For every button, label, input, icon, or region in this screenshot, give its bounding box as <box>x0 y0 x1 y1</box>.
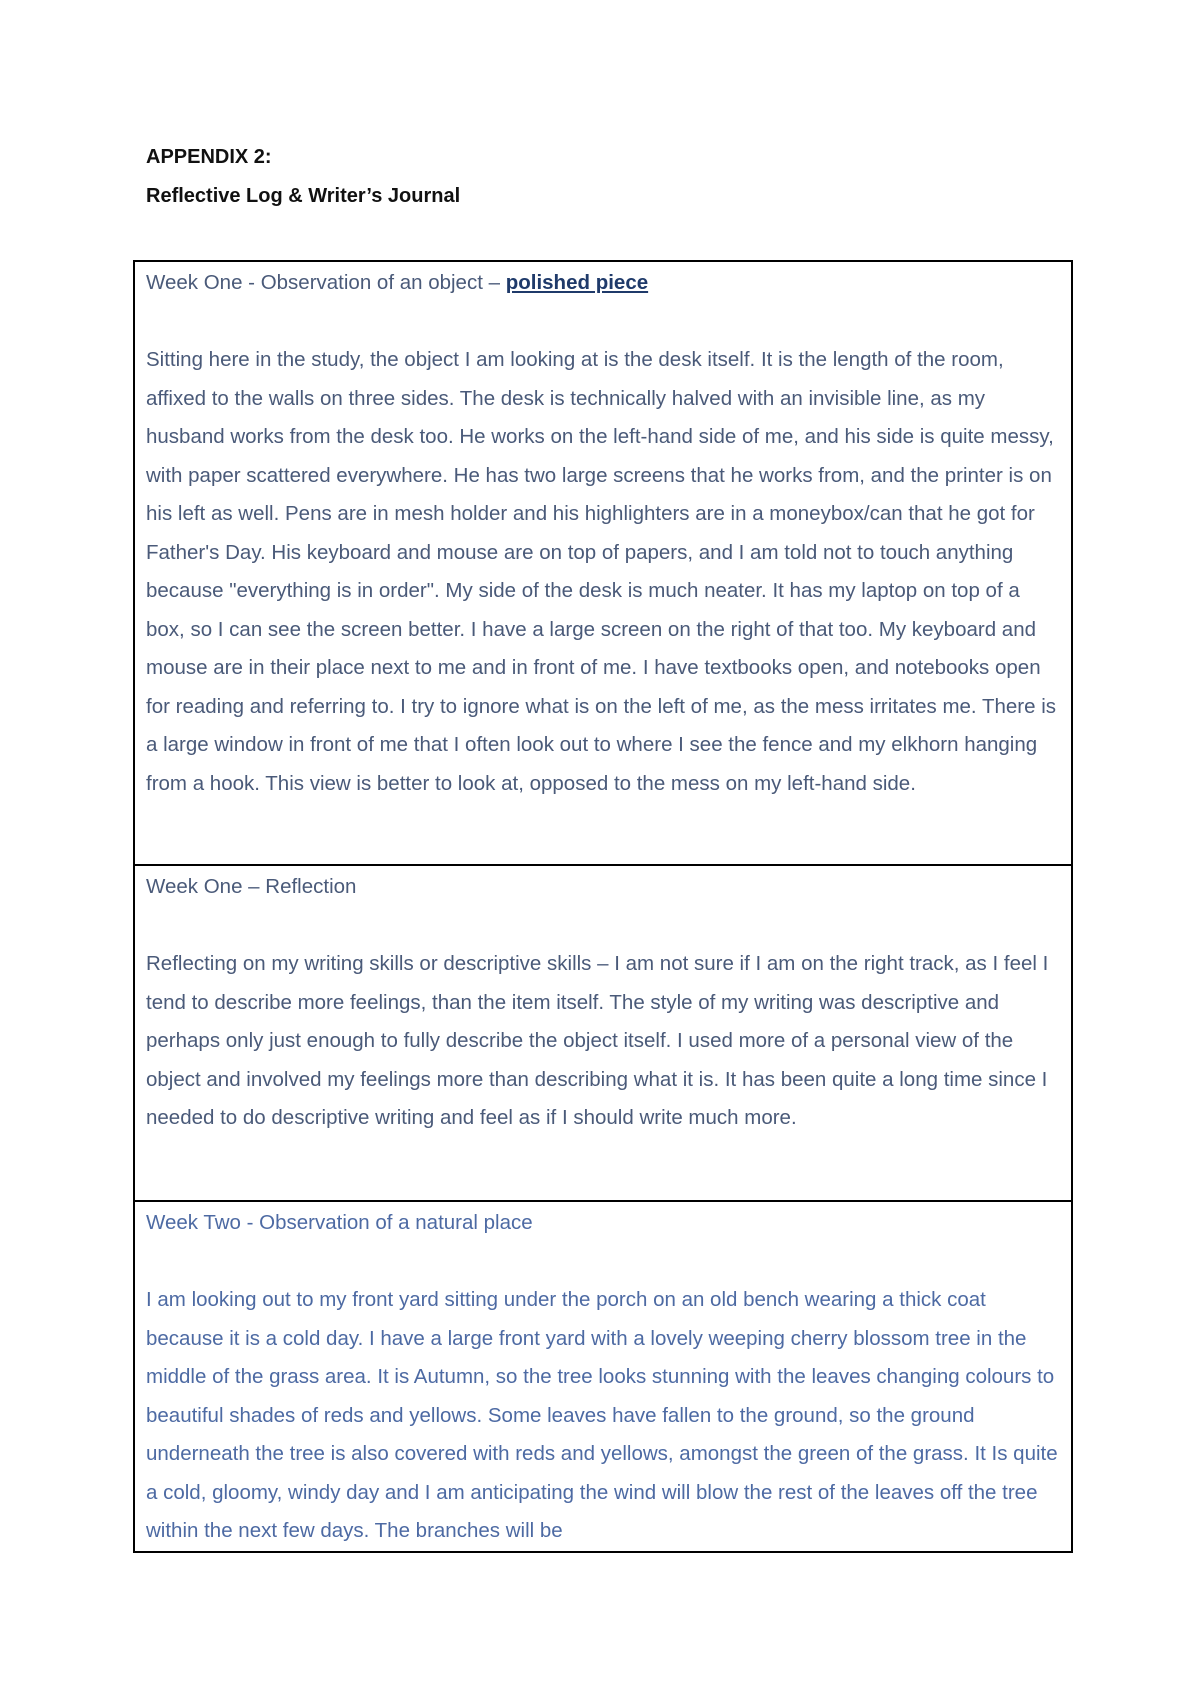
table-row <box>134 261 1072 865</box>
appendix-heading: APPENDIX 2: <box>146 146 272 168</box>
entry-title <box>146 264 1061 303</box>
table-row <box>134 865 1072 1201</box>
journal-table <box>133 260 1073 1553</box>
entry-body: I am looking out to my front yard sitting under the porch on an old bench wearing a thick coat because it is a cold day. I have a large front yard with a lovely weeping cherry blossom tree in the middle of the grass area. It is Autumn, so the tree looks stunning with the leaves changing colours to beautiful shades of reds and yellows. Some leaves have fallen to the ground, so the ground underneath the tree is also covered with reds and yellows, amongst the green of the grass. It Is quite a cold, gloomy, windy day and I am anticipating the wind will blow the rest of the leaves off the tree within the next few days. The branches will be <box>146 1288 1058 1542</box>
entry-body: Sitting here in the study, the object I am looking at is the desk itself. It is the length of the room, affixed to the walls on three sides. The desk is technically halved with an invisible line, as my husband works from the desk too. He works on the left-hand side of me, and his side is quite messy, with paper scattered everywhere. He has two large screens that he works from, and the printer is on his left as well. Pens are in mesh holder and his highlighters are in a moneybox/can that he got for Father's Day. His keyboard and mouse are on top of papers, and I am told not to touch anything because "everything is in order". My side of the desk is much neater. It has my laptop on top of a box, so I can see the screen better. I have a large screen on the right of that too. My keyboard and mouse are in their place next to me and in front of me. I have textbooks open, and notebooks open for reading and referring to. I try to ignore what is on the left of me, as the mess irritates me. There is a large window in front of me that I often look out to where I see the fence and my elkhorn hanging from a hook. This view is better to look at, opposed to the mess on my left-hand side. <box>146 348 1057 795</box>
blank-line <box>146 1243 1061 1282</box>
entry-title: Week Two - Observation of a natural place <box>146 1211 533 1234</box>
journal-subtitle: Reflective Log & Writer’s Journal <box>146 185 461 207</box>
blank-line <box>146 303 1061 342</box>
entry-cell-week-one-reflection <box>134 865 1072 1201</box>
entry-title: Week One – Reflection <box>146 875 357 898</box>
entry-cell-week-two-observation <box>134 1201 1072 1552</box>
blank-line <box>146 907 1061 946</box>
entry-cell-week-one-observation <box>134 261 1072 865</box>
entry-body: Reflecting on my writing skills or descriptive skills – I am not sure if I am on the right track, as I feel I tend to describe more feelings, than the item itself. The style of my writing was descriptive and perhaps only just enough to fully describe the object itself. I used more of a personal view of the object and involved my feelings more than describing what it is. It has been quite a long time since I needed to do descriptive writing and feel as if I should write much more. <box>146 952 1049 1129</box>
table-row <box>134 1201 1072 1552</box>
entry-title-text: Week One - Observation of an object – <box>146 271 501 294</box>
polished-piece-label: polished piece <box>505 271 649 294</box>
